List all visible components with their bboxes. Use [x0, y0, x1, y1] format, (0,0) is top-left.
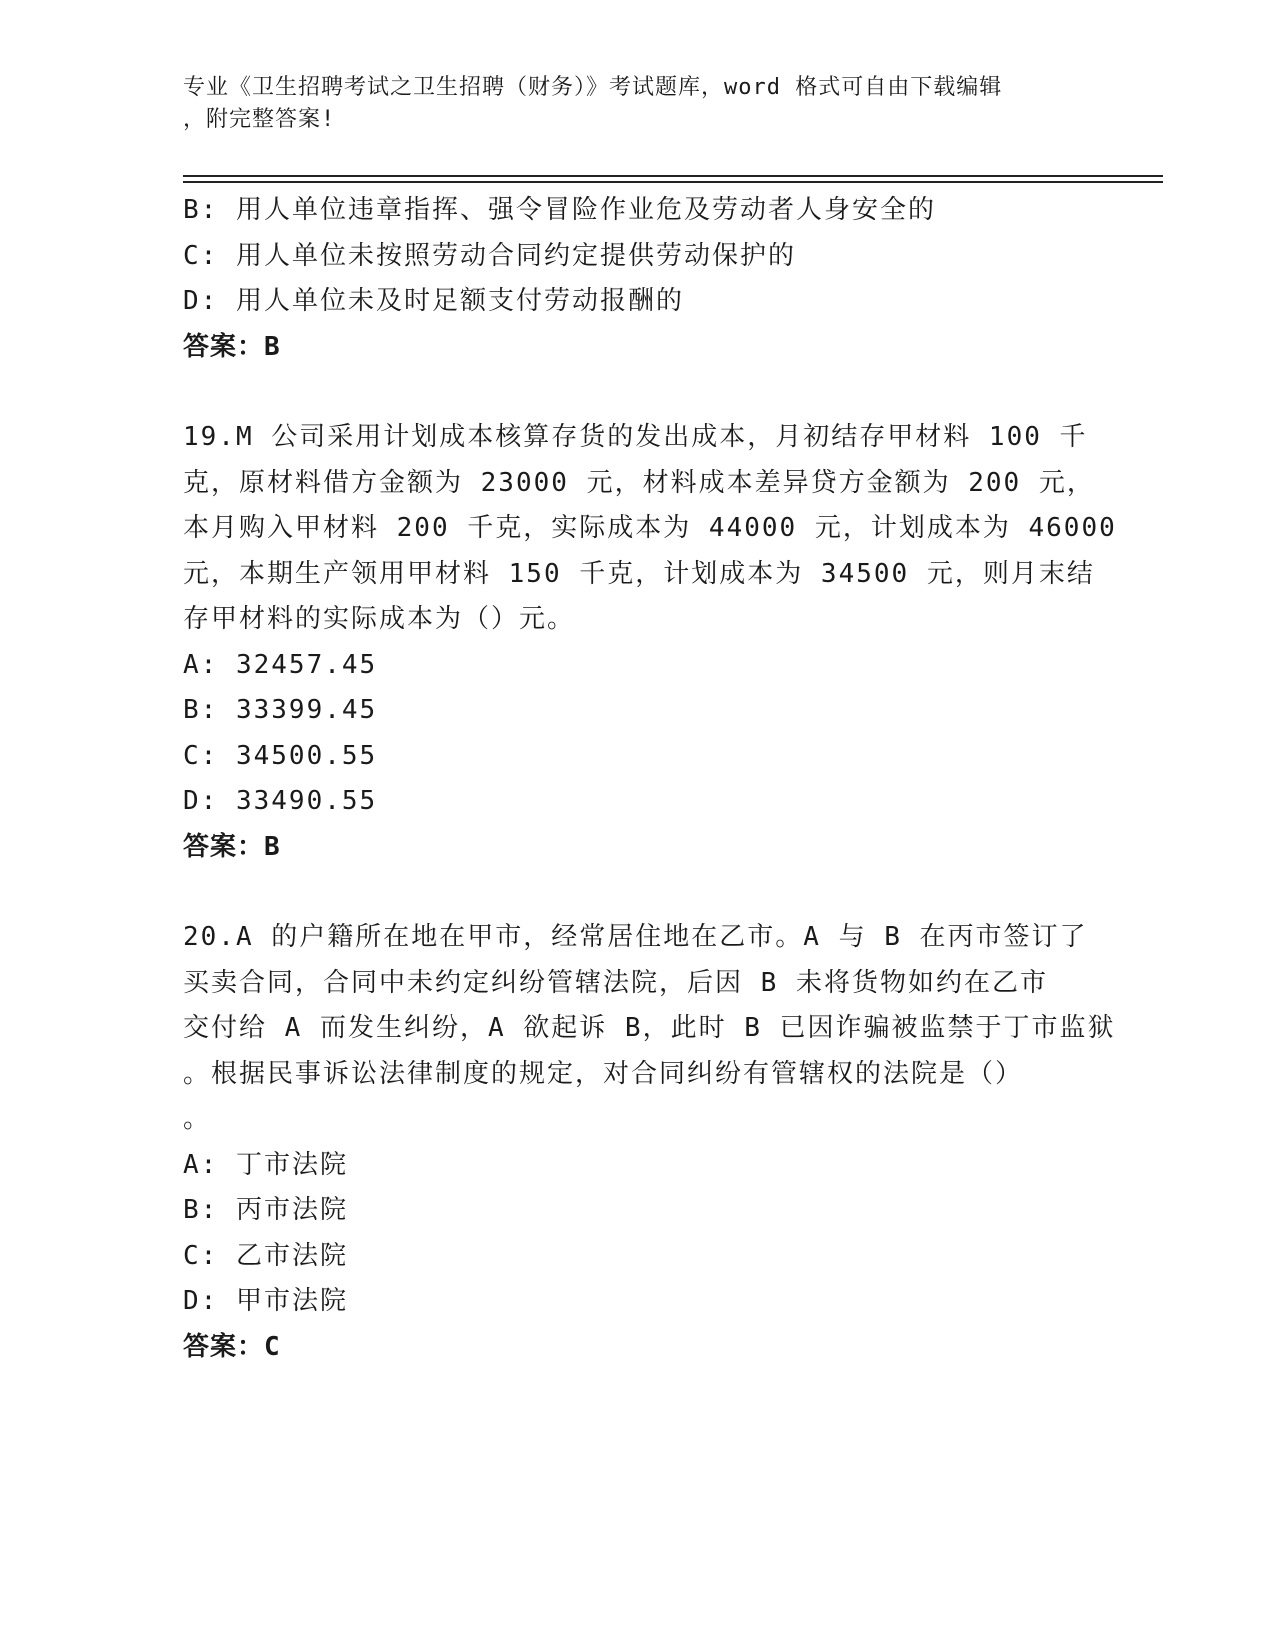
- answer-label: 答案：B: [183, 331, 281, 362]
- question-stem-line: 。: [183, 1104, 212, 1134]
- header-divider-top: [183, 175, 1163, 177]
- document-body: [183, 188, 1117, 1370]
- document-header: [183, 72, 1083, 136]
- question-stem-line: 买卖合同，合同中未约定纠纷管辖法院，后因 B 未将货物如约在乙市: [183, 967, 1048, 998]
- question-stem-line: 。根据民事诉讼法律制度的规定，对合同纠纷有管辖权的法院是（）: [183, 1058, 1024, 1089]
- question-option: C: 乙市法院: [183, 1240, 348, 1271]
- question-option: B: 用人单位违章指挥、强令冒险作业危及劳动者人身安全的: [183, 195, 936, 225]
- question-option: A: 32457.45: [183, 649, 378, 680]
- question-option: C: 用人单位未按照劳动合同约定提供劳动保护的: [183, 240, 796, 271]
- question-option: D: 33490.55: [183, 786, 378, 816]
- question-option: D: 用人单位未及时足额支付劳动报酬的: [183, 286, 684, 316]
- header-divider-bottom: [183, 181, 1163, 183]
- header-line-1: 专业《卫生招聘考试之卫生招聘（财务）》考试题库，word 格式可自由下载编辑: [183, 75, 1003, 100]
- question-option: D: 甲市法院: [183, 1286, 348, 1316]
- question-option: B: 33399.45: [183, 695, 378, 725]
- header-line-2: ，附完整答案!: [183, 107, 336, 132]
- question-stem-line: 本月购入甲材料 200 千克，实际成本为 44000 元，计划成本为 46000: [183, 513, 1117, 543]
- question-18-block: [183, 188, 1083, 370]
- spacer: [183, 370, 1083, 415]
- question-stem-line: 交付给 A 而发生纠纷，A 欲起诉 B，此时 B 已因诈骗被监禁于丁市监狱: [183, 1013, 1116, 1043]
- question-19-block: [183, 415, 1117, 870]
- question-stem-line: 克，原材料借方金额为 23000 元，材料成本差异贷方金额为 200 元，: [183, 467, 1095, 498]
- question-stem-line: 元，本期生产领用甲材料 150 千克，计划成本为 34500 元，则月末结: [183, 558, 1095, 589]
- question-20-block: [183, 915, 1116, 1370]
- spacer: [183, 870, 1083, 915]
- question-option: A: 丁市法院: [183, 1149, 348, 1180]
- question-stem-line: 存甲材料的实际成本为（）元。: [183, 604, 576, 634]
- question-option: B: 丙市法院: [183, 1195, 348, 1225]
- question-stem-line: 20.A 的户籍所在地在甲市，经常居住地在乙市。A 与 B 在丙市签订了: [183, 922, 1088, 952]
- question-option: C: 34500.55: [183, 740, 378, 771]
- question-stem-line: 19.M 公司采用计划成本核算存货的发出成本，月初结存甲材料 100 千: [183, 422, 1088, 452]
- answer-label: 答案：C: [183, 1331, 281, 1362]
- answer-label: 答案：B: [183, 831, 281, 862]
